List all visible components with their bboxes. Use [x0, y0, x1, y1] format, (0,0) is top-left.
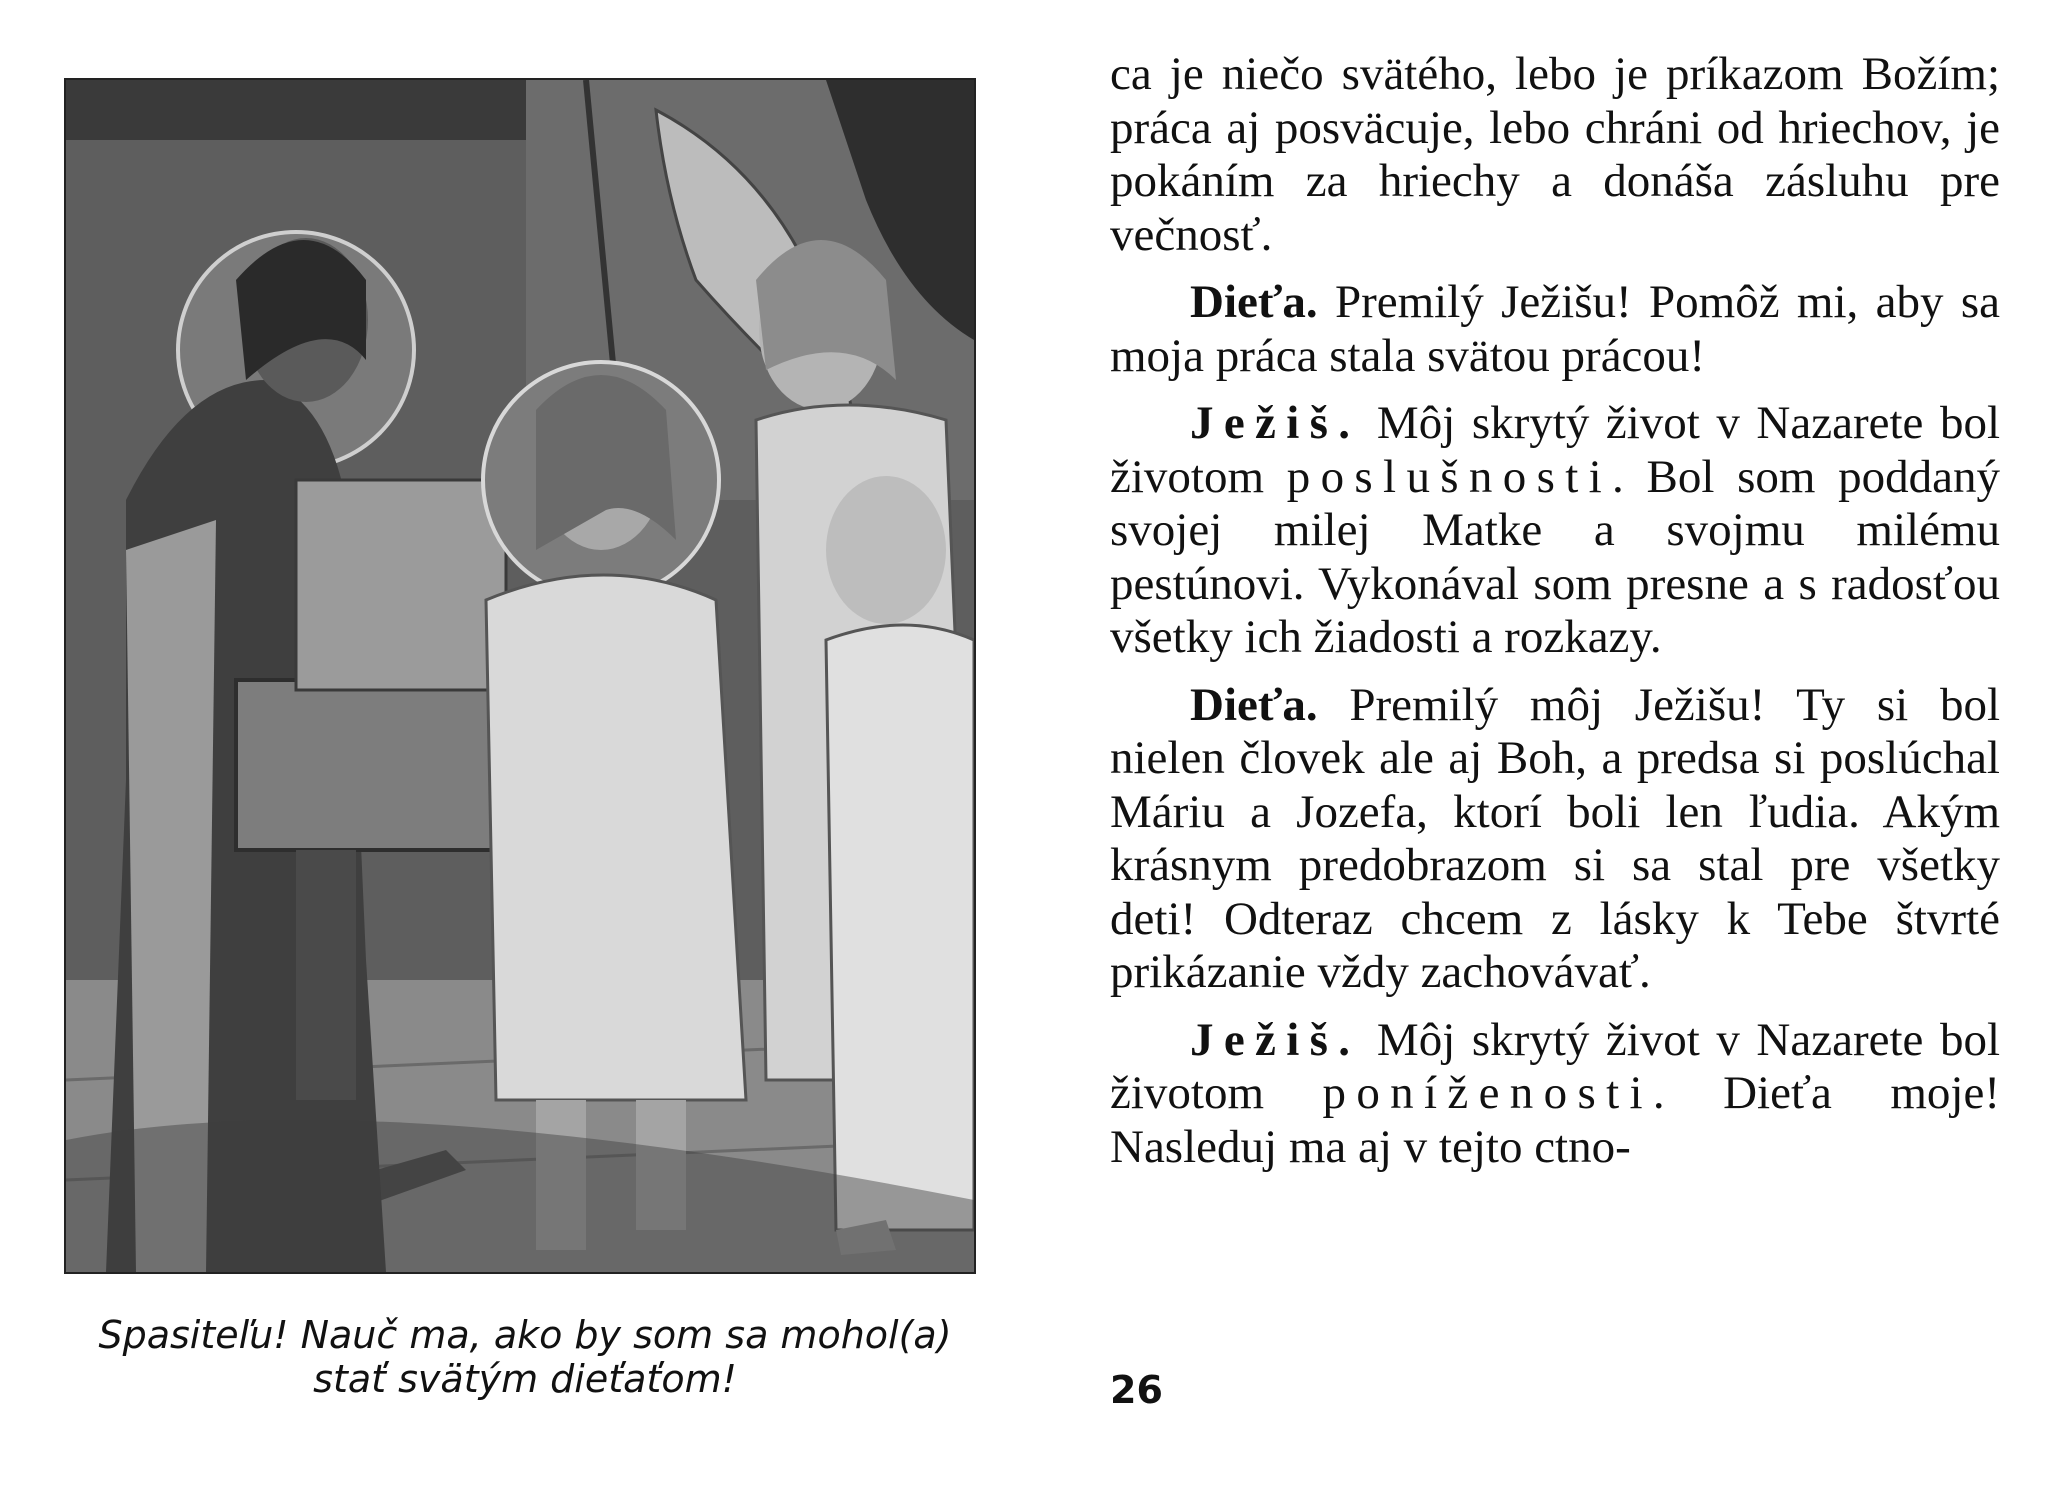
emphasized-word: poníženosti: [1322, 1067, 1653, 1119]
paragraph-text: . Dieťa moje! Nasleduj ma aj v tejto ctno-: [1110, 1067, 2000, 1173]
paragraph-text: Môj skrytý život v Nazarete bol životom: [1110, 1013, 2000, 1119]
paragraph-dieta-2: [1110, 679, 2000, 1000]
page-number: 26: [1110, 1368, 1163, 1412]
speaker-label: Ježiš.: [1190, 397, 1361, 449]
caption-line-2: stať svätým dieťaťom!: [313, 1357, 737, 1401]
text-column: [1110, 48, 2000, 1188]
speaker-label: Dieťa.: [1190, 276, 1318, 328]
caption-line-1: Spasiteľu! Nauč ma, ako by som sa mohol(a): [98, 1313, 952, 1357]
emphasized-word: poslušnosti: [1286, 450, 1613, 503]
workshop-engraving-image: [66, 80, 974, 1272]
paragraph-text: ca je niečo svätého, lebo je príkazom Božím; práca aj posväcuje, lebo chráni od hriechov, je pokáním za hriechy a donáša zásluhu pre večnosť.: [1110, 48, 2000, 261]
paragraph-text: Premilý môj Ježišu! Ty si bol nielen človek ale aj Boh, a predsa si poslúchal Máriu a Jozefa, ktorí boli len ľudia. Akým krásnym predobrazom si sa stal pre všetky deti! Odteraz chcem z lásky k Tebe štvrté prikázanie vždy zachovávať.: [1110, 678, 2000, 998]
paragraph-jezis-1: [1110, 397, 2000, 665]
paragraph-jezis-2: [1110, 1014, 2000, 1175]
paragraph-continuation: [1110, 48, 2000, 262]
right-page: [1110, 0, 2010, 1500]
paragraph-text: Môj skrytý život v Nazarete bol životom: [1110, 397, 2000, 503]
paragraph-dieta-1: [1110, 276, 2000, 383]
speaker-label: Dieťa.: [1190, 678, 1318, 731]
paragraph-text: . Bol som poddaný svojej milej Matke a svojmu milému pestúnovi. Vykonával som presne a s radosťou všetky ich žiadosti a rozkazy.: [1110, 450, 2000, 663]
speaker-label: Ježiš.: [1190, 1013, 1361, 1066]
holy-family-illustration: [64, 78, 976, 1274]
paragraph-text: Premilý Ježišu! Pomôž mi, aby sa moja práca stala svätou prácou!: [1110, 276, 2001, 382]
illustration-caption: [20, 1313, 1030, 1401]
